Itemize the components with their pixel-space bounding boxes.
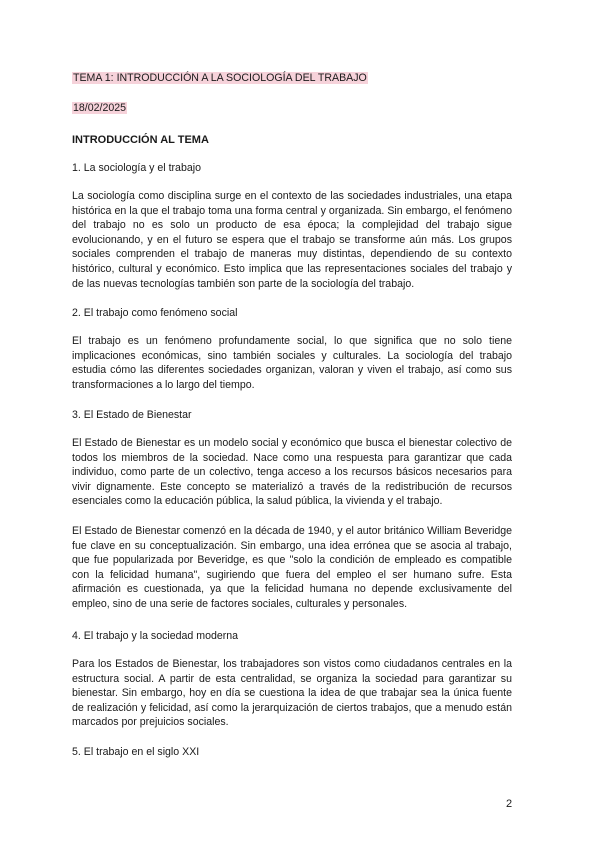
title-highlight: TEMA 1: INTRODUCCIÓN A LA SOCIOLOGÍA DEL TRABAJO [73,72,367,84]
date-highlight: 18/02/2025 [73,102,127,114]
page-number: 2 [506,798,513,810]
paragraph: El Estado de Bienestar comenzó en la década de 1940, y el autor británico William Beveridge fue clave en su conceptualización. Sin embargo, una idea errónea que se asocia al trabajo, que fue popularizada por Beveridge, es que "solo la condición de empleado es compatible con la felicidad humana", sugiriendo que fuera del empleo el ser humano sufre. Esta afirmación es cuestionada, ya que la felicidad humana no depende exclusivamente del empleo, sino de una serie de factores sociales, culturales y personales. [72,525,512,610]
section-heading: 1. La sociología y el trabajo [72,162,201,174]
section-heading: 4. El trabajo y la sociedad moderna [72,630,239,642]
paragraph: El trabajo es un fenómeno profundamente social, lo que significa que no solo tiene implicaciones económicas, sino también sociales y culturales. La sociología del trabajo estudia cómo las diferentes sociedades organizan, valoran y viven el trabajo, así como sus transformaciones a lo largo del tiempo. [72,335,512,391]
document-title [72,71,368,86]
paragraph: La sociología como disciplina surge en el contexto de las sociedades industriales, una etapa histórica en la que el trabajo toma una forma central y organizada. Sin embargo, el fenómeno del trabajo no es solo un producto de esa época; la complejidad del trabajo sigue evolucionando, y en el futuro se espera que el trabajo se transforme aún más. Los grupos sociales comprenden el trabajo de maneras muy distintas, dependiendo de su contexto histórico, cultural y económico. Esto implica que las representaciones sociales del trabajo y de las nuevas tecnologías también son parte de la sociología del trabajo. [72,190,512,290]
paragraph: Para los Estados de Bienestar, los trabajadores son vistos como ciudadanos centrales en la estructura social. A partir de esta centralidad, se organiza la sociedad para garantizar su bienestar. Sin embargo, hoy en día se cuestiona la idea de que trabajar sea la única fuente de realización y felicidad, así como la jerarquización de ciertos trabajos, que a menudo están marcados por prejuicios sociales. [72,658,512,729]
document-date [72,101,127,116]
section-heading: 2. El trabajo como fenómeno social [72,307,238,319]
section-heading: 3. El Estado de Bienestar [72,409,192,421]
paragraph: El Estado de Bienestar es un modelo social y económico que busca el bienestar colectivo de todos los miembros de la sociedad. Nace como una respuesta para garantizar que cada individuo, como parte de un colectivo, tenga acceso a los recursos básicos necesarios para vivir dignamente. Este concepto se materializó a través de la redistribución de recursos esenciales como la educación pública, la salud pública, la vivienda y el trabajo. [72,437,512,508]
section-heading: 5. El trabajo en el siglo XXI [72,746,200,758]
intro-heading: INTRODUCCIÓN AL TEMA [72,134,209,146]
